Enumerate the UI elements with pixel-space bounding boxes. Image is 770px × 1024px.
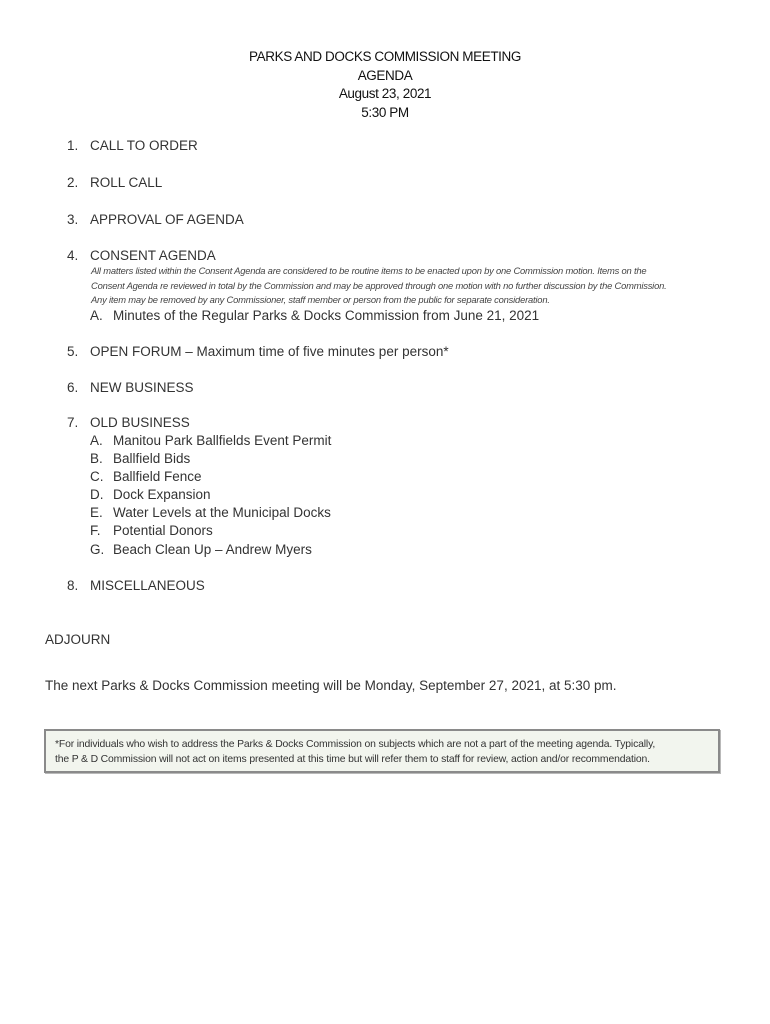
footnote-line: *For individuals who wish to address the Parks & Docks Commission on subjects which are not a part of the meeting agenda. Typically, bbox=[55, 739, 656, 750]
meeting-date: August 23, 2021 bbox=[338, 86, 432, 101]
agenda-header bbox=[0, 48, 770, 122]
agenda-item-approval: 3. APPROVAL OF AGENDA bbox=[67, 212, 244, 227]
agenda-item-call-to-order: 1. CALL TO ORDER bbox=[67, 138, 198, 153]
old-business-sub-item: C. Ballfield Fence bbox=[90, 469, 202, 484]
consent-agenda-note: All matters listed within the Consent Agenda are considered to be routine items to be enacted upon by one Commission motion. Items on the Consent Agenda re reviewed in total by the Commission and may be approved through one motion with no further discussion by the Commission. Any item may be removed by any Commissioner, staff member or person from the public for separate consideration. bbox=[91, 265, 667, 305]
next-meeting-note: The next Parks & Docks Commission meeting will be Monday, September 27, 2021, at 5:30 pm. bbox=[45, 678, 617, 693]
old-business-sub-item: G. Beach Clean Up – Andrew Myers bbox=[90, 542, 312, 557]
old-business-sub-item: E. Water Levels at the Municipal Docks bbox=[90, 505, 331, 520]
agenda-item-miscellaneous: 8. MISCELLANEOUS bbox=[67, 578, 205, 593]
old-business-sub-item: A. Manitou Park Ballfields Event Permit bbox=[90, 433, 332, 448]
agenda-heading: AGENDA bbox=[357, 67, 413, 83]
meeting-time: 5:30 PM bbox=[361, 104, 409, 120]
consent-sub-item: A. Minutes of the Regular Parks & Docks Commission from June 21, 2021 bbox=[90, 308, 540, 323]
agenda-item-open-forum: 5. OPEN FORUM – Maximum time of five minutes per person* bbox=[67, 344, 449, 359]
footnote-line: the P & D Commission will not act on items presented at this time but will refer them to staff for review, action and/or recommendation. bbox=[55, 754, 650, 765]
old-business-sub-item: D. Dock Expansion bbox=[90, 487, 211, 502]
agenda-item-old-business: 7. OLD BUSINESS bbox=[67, 415, 190, 430]
old-business-sub-item: B. Ballfield Bids bbox=[90, 451, 191, 466]
old-business-sub-item: F. Potential Donors bbox=[90, 523, 213, 538]
meeting-title: PARKS AND DOCKS COMMISSION MEETING bbox=[249, 49, 521, 64]
agenda-item-consent: 4. CONSENT AGENDA bbox=[67, 248, 216, 263]
agenda-item-roll-call: 2. ROLL CALL bbox=[67, 175, 163, 190]
agenda-item-new-business: 6. NEW BUSINESS bbox=[67, 380, 194, 395]
adjourn-label: ADJOURN bbox=[45, 632, 111, 647]
footnote-box bbox=[44, 729, 720, 773]
